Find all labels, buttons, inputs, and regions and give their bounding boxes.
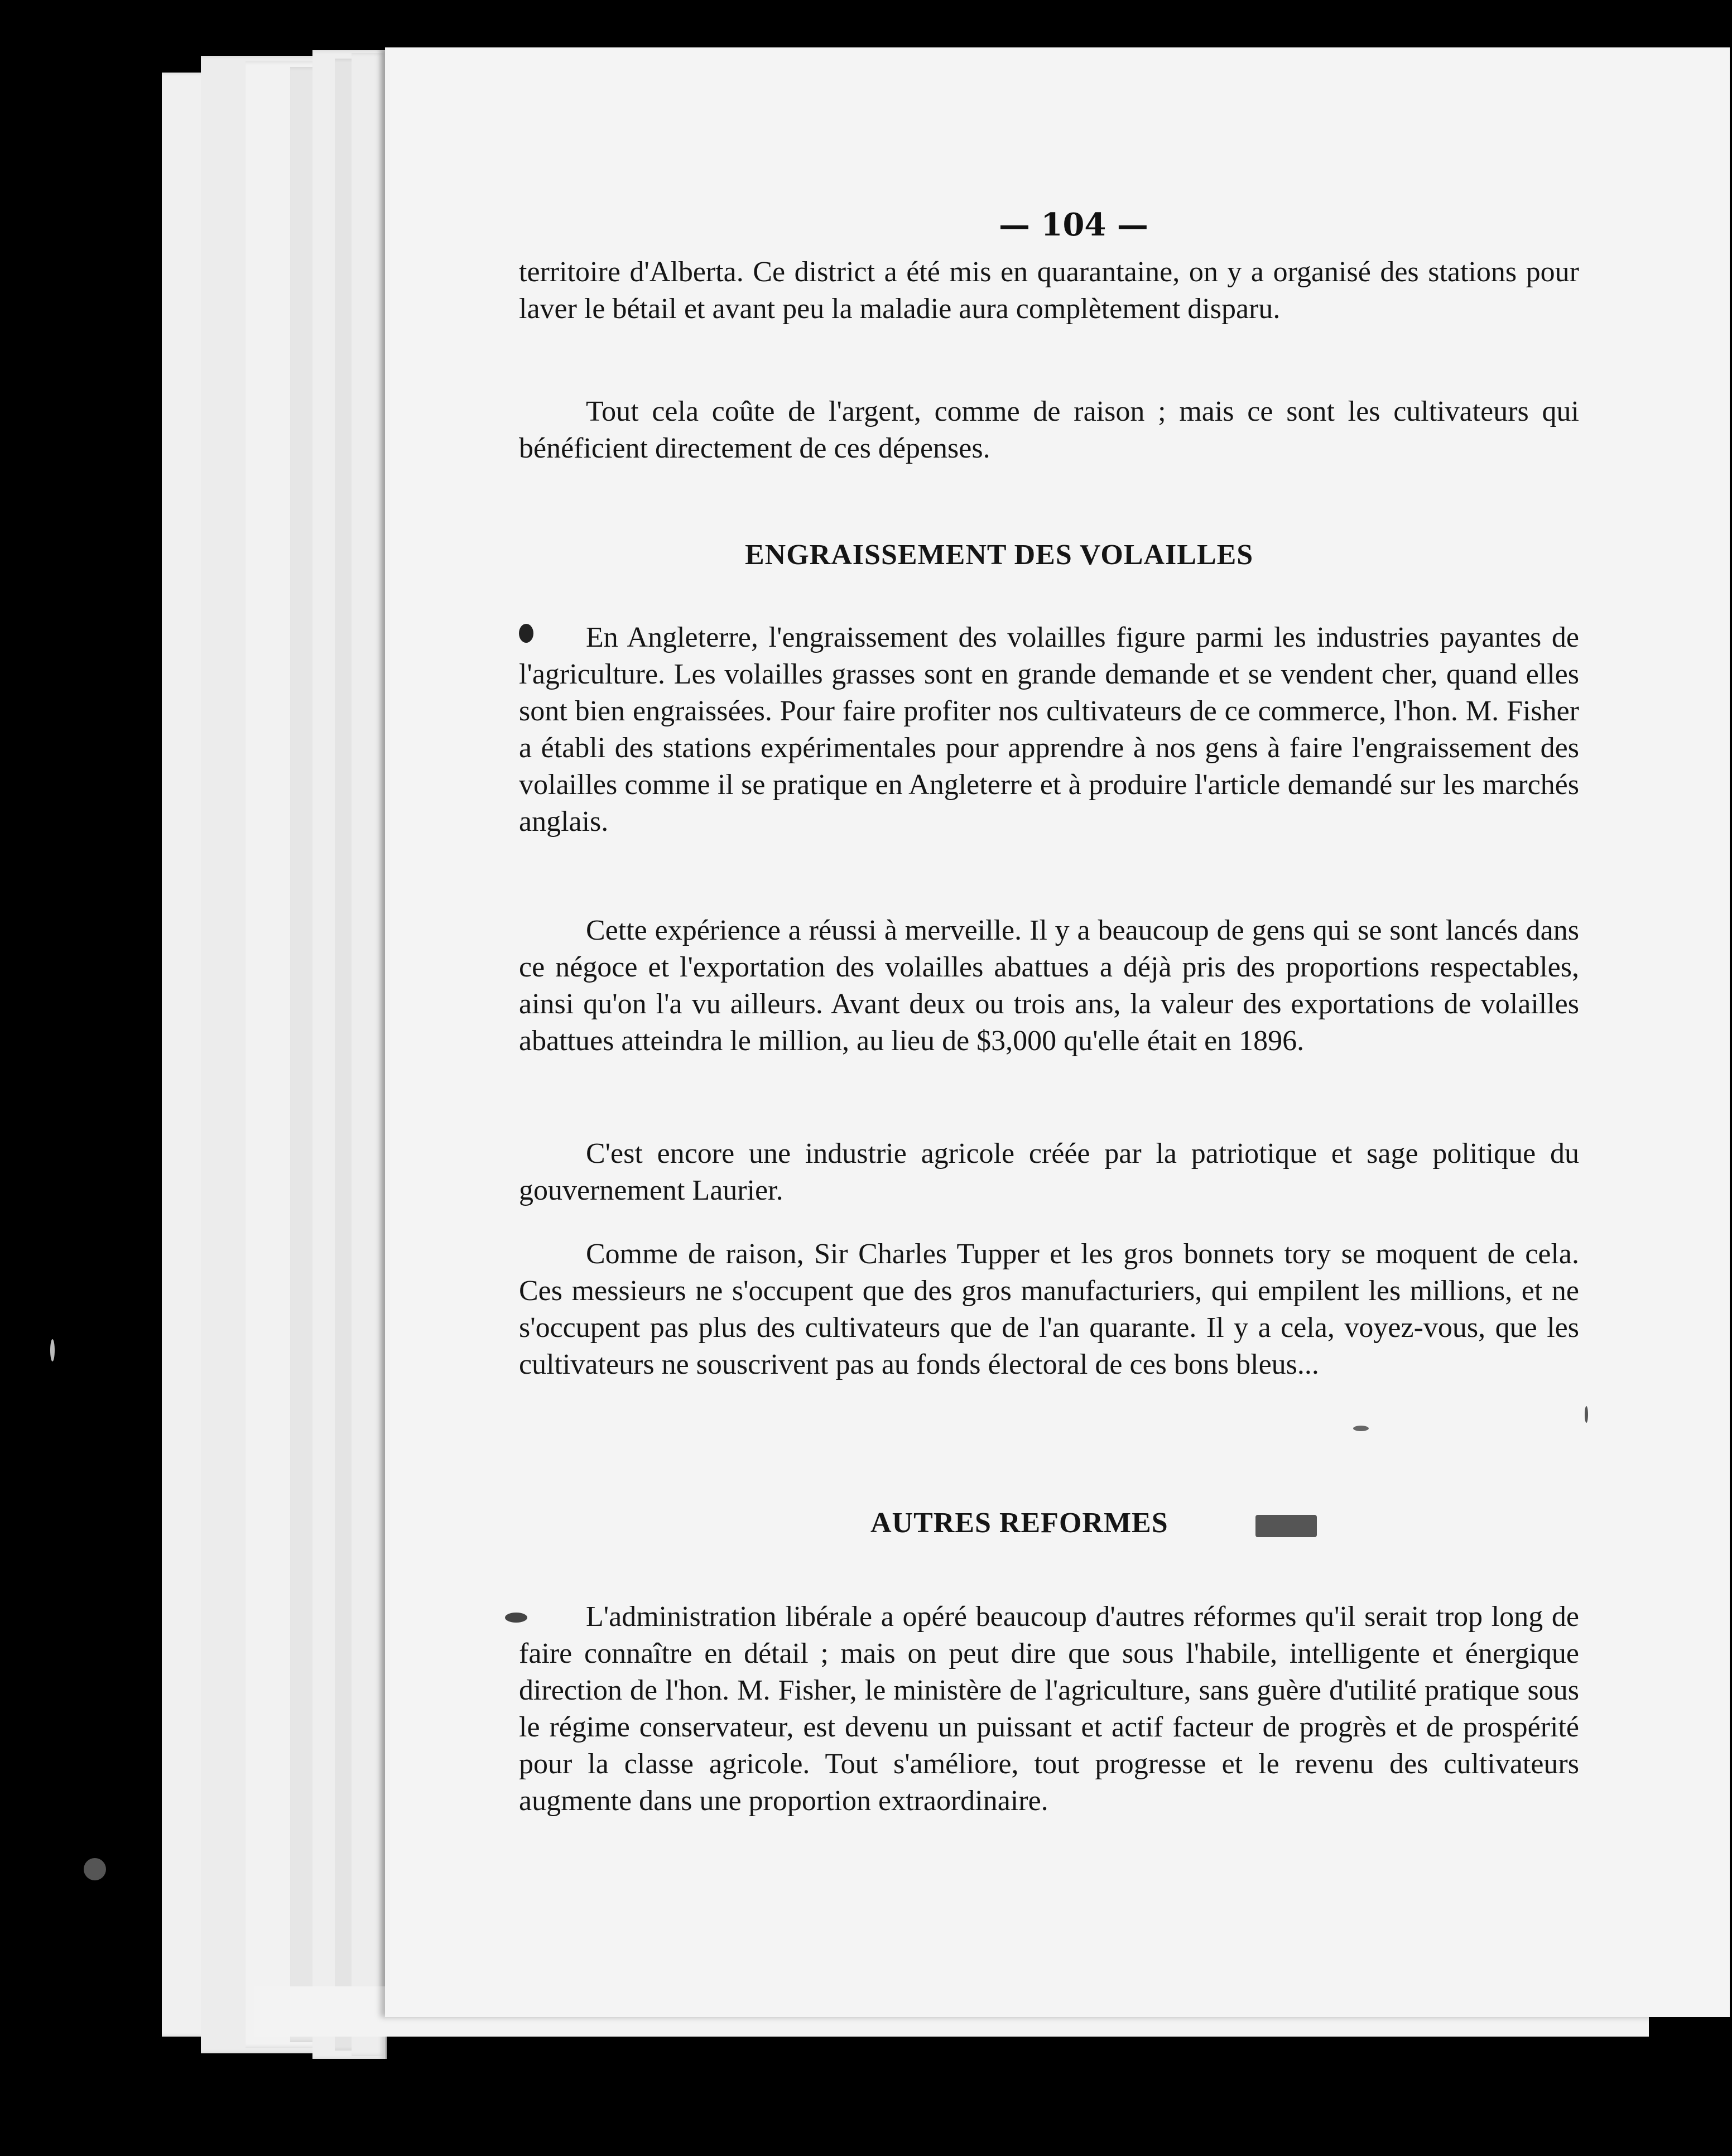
section-heading-reformes: AUTRES REFORMES [870, 1507, 1168, 1539]
scan-artifact [84, 1858, 106, 1880]
volailles-paragraph-3: C'est encore une industrie agricole créée par la patriotique et sage politique du gouvernement Laurier. [519, 1138, 1579, 1206]
intro-paragraph-2: Tout cela coûte de l'argent, comme de raison ; mais ce sont les cultivateurs qui bénéficient directement de ces dépenses. [519, 396, 1579, 464]
ink-blot [1255, 1515, 1317, 1537]
scan-artifact [50, 1339, 55, 1361]
page-edge [352, 53, 387, 2056]
page-number: — 104 — [999, 206, 1148, 243]
volailles-paragraph-4: Comme de raison, Sir Charles Tupper et les gros bonnets tory se moquent de cela. Ces messieurs ne s'occupent que des gros manufacturiers, qui empilent les millions, et ne s'occupent pas plus des cultivateurs que de l'an quarante. Il y a cela, voyez-vous, que les cultivateurs ne souscrivent pas au fonds électoral de ces bons bleus... [519, 1238, 1579, 1380]
section-heading-volailles: ENGRAISSEMENT DES VOLAILLES [745, 539, 1254, 571]
ink-blot [1585, 1406, 1588, 1423]
ink-blot [505, 1613, 527, 1623]
volailles-paragraph-1: En Angleterre, l'engraissement des volailles figure parmi les industries payantes de l'agriculture. Les volailles grasses sont en grande demande et se vendent cher, quand elles sont bien engraissées. Pour faire profiter nos cultivateurs de ce commerce, l'hon. M. Fisher a établi des stations expérimentales pour apprendre à nos gens à faire l'engraissement des volailles comme il se pratique en Angleterre et à produire l'article demandé sur les marchés anglais. [519, 622, 1579, 838]
ink-blot [1353, 1426, 1369, 1431]
reformes-paragraph-1: L'administration libérale a opéré beaucoup d'autres réformes qu'il serait trop long de faire connaître en détail ; mais on peut dire que sous l'habile, intelligente et énergique direction de l'hon. M. Fisher, le ministère de l'agriculture, sans guère d'utilité pratique sous le régime conservateur, est devenu un puissant et actif facteur de progrès et de prospérité pour la classe agricole. Tout s'améliore, tout progresse et le revenu des cultivateurs augmente dans une proportion extraordinaire. [519, 1601, 1579, 1817]
volailles-paragraph-2: Cette expérience a réussi à merveille. Il y a beaucoup de gens qui se sont lancés dans ce négoce et l'exportation des volailles abattues a déjà pris des proportions respectables, ainsi qu'on l'a vu ailleurs. Avant deux ou trois ans, la valeur des exportations de volailles abattues atteindra le million, au lieu de $3,000 qu'elle était en 1896. [519, 915, 1579, 1057]
ink-blot [519, 624, 533, 643]
intro-paragraph-1: territoire d'Alberta. Ce district a été mis en quarantaine, on y a organisé des stations pour laver le bétail et avant peu la maladie aura complètement disparu. [519, 256, 1579, 325]
